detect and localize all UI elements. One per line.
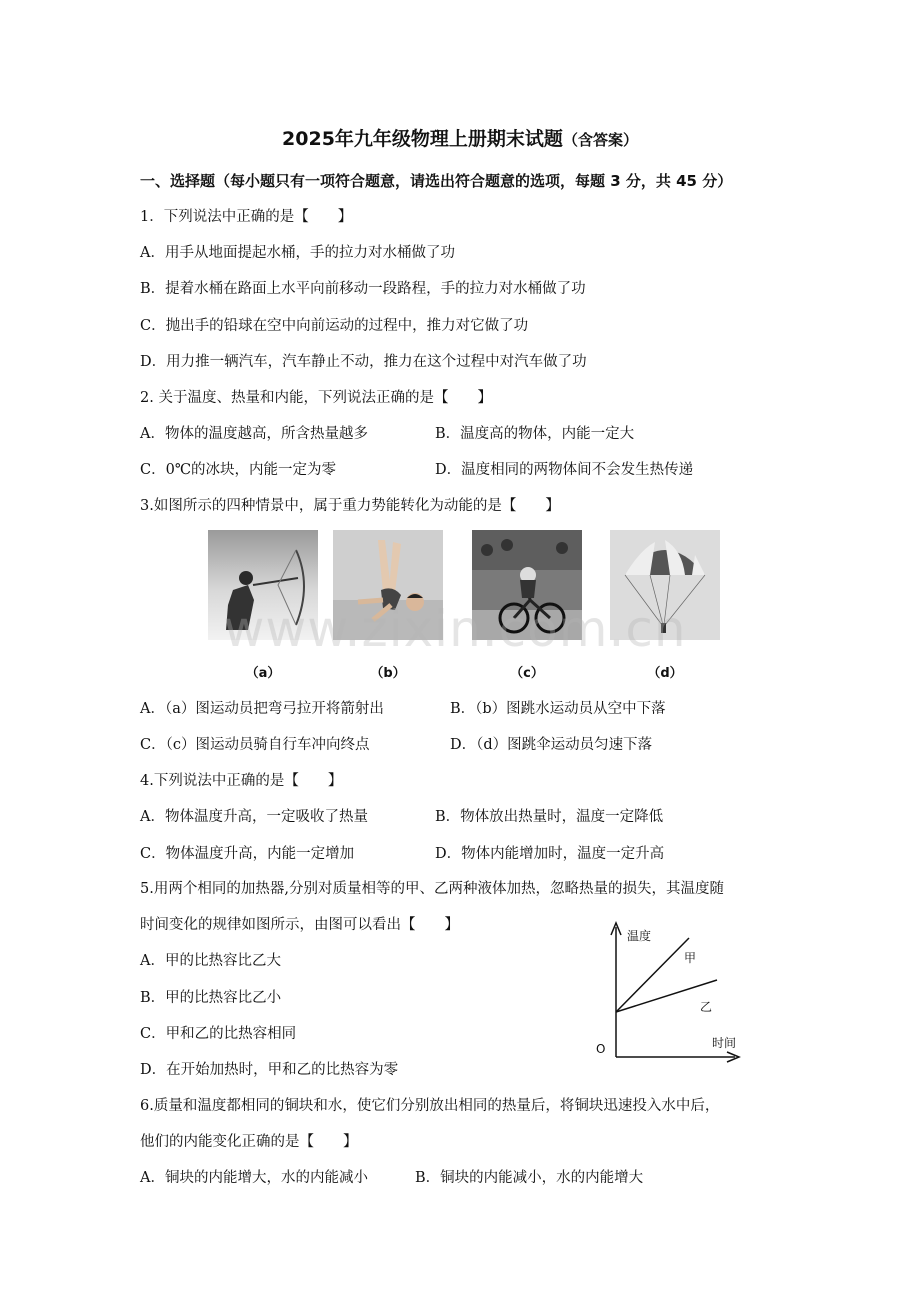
option-b: B．铜块的内能减小，水的内能增大 (415, 1170, 644, 1186)
caption-c: （c） (510, 666, 544, 681)
origin-label: O (596, 1042, 606, 1056)
question-stem: 4.下列说法中正确的是【 】 (140, 773, 343, 789)
option-b: B．物体放出热量时，温度一定降低 (435, 809, 664, 825)
option-c: C．物体温度升高，内能一定增加 (140, 846, 355, 862)
diver-image (333, 530, 443, 640)
option-a: A．物体温度升高，一定吸收了热量 (140, 809, 368, 825)
caption-a: （a） (245, 666, 281, 681)
archer-image (208, 530, 318, 640)
option-d: D．（d）图跳伞运动员匀速下落 (450, 737, 653, 753)
option-a: A．甲的比热容比乙大 (140, 953, 281, 969)
option-d: D．物体内能增加时，温度一定升高 (435, 846, 665, 862)
option-c: C．甲和乙的比热容相同 (140, 1026, 297, 1042)
option-b: B．（b）图跳水运动员从空中下落 (450, 701, 666, 717)
caption-b: （b） (370, 666, 406, 681)
option-d: D．用力推一辆汽车，汽车静止不动，推力在这个过程中对汽车做了功 (140, 354, 587, 370)
temperature-time-graph (585, 915, 755, 1070)
option-b: B．温度高的物体，内能一定大 (435, 426, 635, 442)
option-a: A．（a）图运动员把弯弓拉开将箭射出 (140, 701, 384, 717)
question-stem: 2. 关于温度、热量和内能，下列说法正确的是【 】 (140, 390, 492, 406)
title-main: 2025年九年级物理上册期末试题 (282, 128, 563, 150)
question-stem: 6.质量和温度都相同的铜块和水，使它们分别放出相同的热量后，将铜块迅速投入水中后， (140, 1098, 720, 1114)
y-axis-label: 温度 (627, 929, 652, 943)
title-suffix: （含答案） (562, 131, 638, 149)
section-heading: 一、选择题（每小题只有一项符合题意，请选出符合题意的选项，每题 3 分，共 45 分） (140, 172, 733, 190)
parachute-image (610, 530, 720, 640)
watermark: www.zixin.com.cn (223, 600, 687, 658)
option-c: C．0℃的冰块，内能一定为零 (140, 462, 337, 478)
page-title (0, 124, 920, 151)
line-yi-label: 乙 (700, 1000, 713, 1014)
option-a: A．用手从地面提起水桶，手的拉力对水桶做了功 (140, 245, 455, 261)
option-a: A．铜块的内能增大，水的内能减小 (140, 1170, 368, 1186)
line-jia-label: 甲 (684, 951, 697, 965)
question-stem-cont: 时间变化的规律如图所示，由图可以看出【 】 (140, 917, 459, 933)
option-d: D．温度相同的两物体间不会发生热传递 (435, 462, 694, 478)
question-stem: 1．下列说法中正确的是【 】 (140, 209, 353, 225)
option-c: C．抛出手的铅球在空中向前运动的过程中，推力对它做了功 (140, 318, 529, 334)
option-b: B．提着水桶在路面上水平向前移动一段路程，手的拉力对水桶做了功 (140, 281, 586, 297)
cyclist-image (472, 530, 582, 640)
x-axis-label: 时间 (712, 1036, 737, 1050)
option-d: D．在开始加热时，甲和乙的比热容为零 (140, 1062, 399, 1078)
question-stem: 3.如图所示的四种情景中，属于重力势能转化为动能的是【 】 (140, 498, 560, 514)
caption-d: （d） (647, 666, 683, 681)
option-a: A．物体的温度越高，所含热量越多 (140, 426, 368, 442)
option-b: B．甲的比热容比乙小 (140, 990, 282, 1006)
option-c: C．（c）图运动员骑自行车冲向终点 (140, 737, 370, 753)
question-stem: 5.用两个相同的加热器,分别对质量相等的甲、乙两种液体加热，忽略热量的损失，其温度随 (140, 881, 724, 897)
question-stem-cont: 他们的内能变化正确的是【 】 (140, 1134, 358, 1150)
